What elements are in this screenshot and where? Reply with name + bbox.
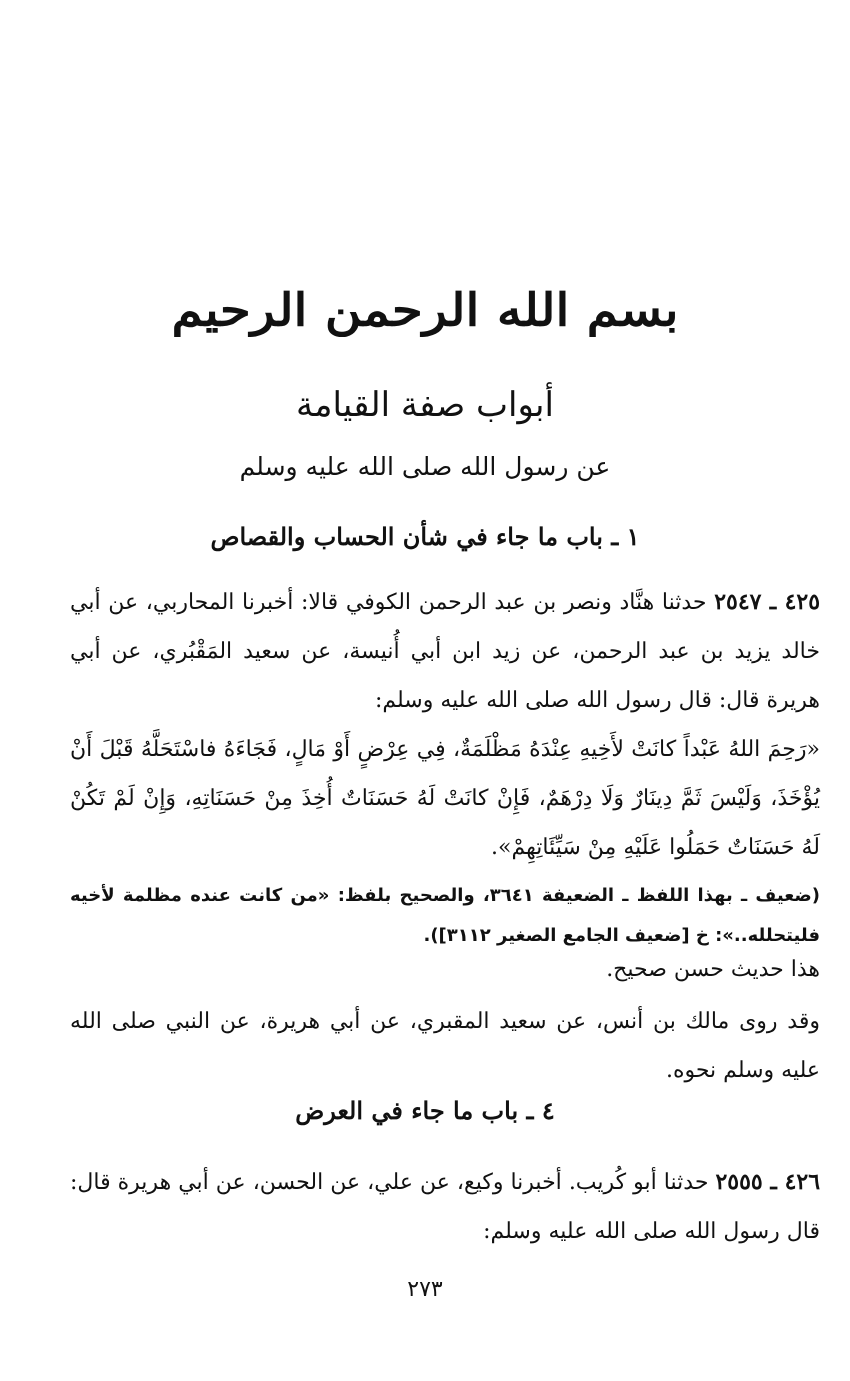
hadith-426-chain	[70, 1158, 820, 1256]
basmala-calligraphy: بسم الله الرحمن الرحيم	[171, 283, 679, 337]
book-section-title: أبواب صفة القيامة	[296, 385, 554, 425]
hadith-425-number: ٤٢٥ ـ ٢٥٤٧	[714, 589, 821, 615]
book-section-subtitle: عن رسول الله صلى الله عليه وسلم	[239, 452, 611, 481]
page-number: ٢٧٣	[407, 1277, 443, 1302]
hadith-425-grading: (ضعيف ـ بهذا اللفظ ـ الضعيفة ٣٦٤١، والصحيح بلفظ: «من كانت عنده مظلمة لأخيه فليتحلله..»: خ [ضعيف الجامع الصغير ٣١١٢]).	[70, 885, 820, 946]
hadith-425-comment: هذا حديث حسن صحيح.	[606, 957, 820, 982]
hadith-425-note: وقد روى مالك بن أنس، عن سعيد المقبري، عن أبي هريرة، عن النبي صلى الله عليه وسلم نحوه.	[70, 1009, 820, 1083]
hadith-425-chain	[70, 578, 820, 725]
hadith-426-isnad: حدثنا أبو كُريب. أخبرنا وكيع، عن علي، عن الحسن، عن أبي هريرة قال: قال رسول الله صلى الله عليه وسلم:	[70, 1170, 820, 1244]
chapter-heading-4: ٤ ـ باب ما جاء في العرض	[295, 1096, 555, 1125]
hadith-425-matn: «رَحِمَ اللهُ عَبْداً كانَتْ لأَخِيهِ عِنْدَهُ مَظْلَمَةٌ، فِي عِرْضٍ أَوْ مَالٍ، فَجَاءَهُ فاسْتَحَلَّهُ قَبْلَ أَنْ يُؤْخَذَ، وَلَيْسَ ثَمَّ دِينَارٌ وَلَا دِرْهَمٌ، فَإِنْ كانَتْ لَهُ حَسَنَاتٌ أُخِذَ مِنْ حَسَنَاتِهِ، وَإِنْ لَمْ تَكُنْ لَهُ حَسَنَاتٌ حَمَلُوا عَلَيْهِ مِنْ سَيِّئَاتِهِمْ».	[70, 737, 821, 860]
hadith-426-number: ٤٢٦ ـ ٢٥٥٥	[715, 1169, 821, 1195]
hadith-425-isnad: حدثنا هنَّاد ونصر بن عبد الرحمن الكوفي قالا: أخبرنا المحاربي، عن أبي خالد يزيد بن عبد الرحمن، عن زيد ابن أبي أُنيسة، عن سعيد المَقْبُري، عن أبي هريرة قال: قال رسول الله صلى الله عليه وسلم:	[70, 590, 820, 713]
chapter-heading-1: ١ ـ باب ما جاء في شأن الحساب والقصاص	[210, 522, 640, 551]
